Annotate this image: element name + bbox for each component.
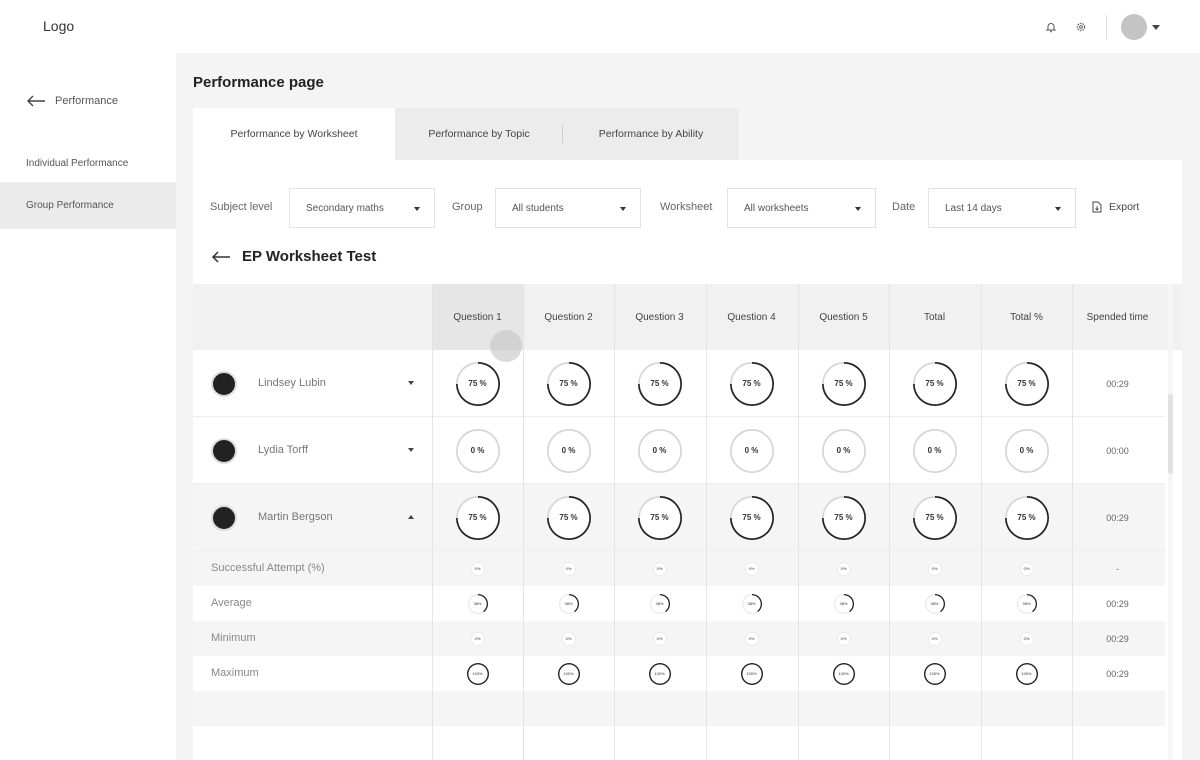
date-label: Date — [892, 201, 916, 213]
summary-cell — [614, 621, 705, 656]
time-cell — [1072, 484, 1163, 551]
mini-progress-ring — [471, 562, 485, 576]
mini-progress-ring — [834, 594, 854, 614]
progress-ring — [822, 496, 866, 540]
mini-progress-ring — [562, 632, 576, 646]
tab-performance-by-topic[interactable] — [395, 108, 563, 160]
sidebar-item-individual-performance[interactable] — [0, 140, 176, 187]
empty-row — [193, 691, 1165, 726]
summary-mark: 38% — [930, 601, 939, 606]
summary-mark: 0% — [840, 566, 847, 571]
column-header[interactable]: Total — [923, 311, 946, 323]
progress-ring — [730, 362, 774, 406]
date-select[interactable] — [928, 188, 1076, 228]
table-header — [193, 284, 1182, 350]
summary-cell — [889, 621, 980, 656]
score-value: 0 % — [927, 446, 942, 455]
performance-panel — [193, 160, 1182, 760]
mini-progress-ring — [745, 562, 759, 576]
summary-time: 00:29 — [1106, 668, 1129, 679]
top-icons — [1036, 12, 1160, 42]
export-button[interactable] — [1092, 201, 1139, 213]
progress-ring — [1005, 362, 1049, 406]
chevron-down-icon[interactable] — [408, 448, 414, 452]
score-value: 0 % — [652, 446, 667, 455]
mini-progress-ring — [558, 663, 580, 685]
summary-cell — [706, 586, 797, 621]
worksheet-title — [211, 248, 376, 265]
column-header[interactable]: Question 2 — [544, 311, 593, 323]
mini-progress-ring — [833, 663, 855, 685]
mini-progress-ring — [653, 562, 667, 576]
scrollbar-thumb[interactable] — [1168, 394, 1173, 474]
score-cell — [614, 417, 705, 484]
worksheet-title-text: EP Worksheet Test — [242, 248, 377, 265]
summary-cell — [432, 551, 523, 586]
score-value: 75 % — [834, 379, 853, 388]
score-cell — [798, 417, 889, 484]
select-value: Secondary maths — [306, 202, 384, 214]
summary-row — [193, 621, 1165, 656]
progress-ring — [547, 496, 591, 540]
summary-cell — [798, 551, 889, 586]
summary-mark: 100% — [472, 671, 483, 676]
summary-cell — [523, 551, 614, 586]
tab-performance-by-worksheet[interactable] — [193, 108, 395, 160]
column-divider — [798, 284, 799, 760]
progress-ring — [547, 429, 591, 473]
summary-mark: 38% — [655, 601, 664, 606]
worksheet-select[interactable] — [727, 188, 876, 228]
worksheet-label: Worksheet — [660, 201, 713, 213]
mini-progress-ring — [468, 594, 488, 614]
score-value: 0 % — [1019, 446, 1034, 455]
score-value: 75 % — [650, 379, 669, 388]
score-cell — [798, 350, 889, 417]
score-value: 75 % — [468, 379, 487, 388]
student-avatar — [211, 371, 237, 397]
score-value: 75 % — [742, 379, 761, 388]
summary-mark: 0% — [656, 566, 663, 571]
summary-mark: 0% — [565, 636, 572, 641]
summary-time-cell — [1072, 586, 1163, 621]
table-row[interactable] — [193, 417, 1165, 484]
student-name: Lindsey Lubin — [258, 377, 326, 389]
chevron-up-icon[interactable] — [408, 515, 414, 519]
column-header[interactable]: Question 5 — [819, 311, 868, 323]
summary-time-cell — [1072, 621, 1163, 656]
summary-time-cell — [1072, 551, 1163, 586]
chevron-down-icon[interactable] — [408, 381, 414, 385]
back-link[interactable] — [26, 95, 118, 107]
pointer-highlight — [490, 330, 522, 362]
summary-cell — [798, 621, 889, 656]
chevron-down-icon — [620, 207, 626, 211]
mini-progress-ring — [924, 663, 946, 685]
summary-cell — [614, 586, 705, 621]
summary-time: - — [1116, 563, 1119, 574]
summary-label: Successful Attempt (%) — [211, 562, 325, 574]
mini-progress-ring — [1017, 594, 1037, 614]
summary-mark: 38% — [747, 601, 756, 606]
summary-mark: 100% — [929, 671, 940, 676]
tabs — [193, 108, 739, 160]
summary-mark: 0% — [565, 566, 572, 571]
score-value: 75 % — [1017, 513, 1036, 522]
score-value: 0 % — [744, 446, 759, 455]
summary-cell — [798, 586, 889, 621]
progress-ring — [638, 362, 682, 406]
tab-label: Performance by Topic — [428, 128, 530, 140]
column-divider — [523, 284, 524, 760]
score-cell — [523, 417, 614, 484]
sidebar-item-group-performance[interactable] — [0, 182, 176, 229]
score-value: 75 % — [1017, 379, 1036, 388]
student-avatar — [211, 438, 237, 464]
score-value: 0 % — [836, 446, 851, 455]
summary-mark: 0% — [474, 636, 481, 641]
summary-mark: 0% — [656, 636, 663, 641]
summary-mark: 100% — [746, 671, 757, 676]
back-label: Performance — [55, 95, 118, 107]
select-value: All students — [512, 202, 564, 214]
mini-progress-ring — [1020, 632, 1034, 646]
column-header[interactable]: Question 1 — [432, 284, 523, 350]
mini-progress-ring — [1016, 663, 1038, 685]
summary-time: 00:29 — [1106, 633, 1129, 644]
summary-time-cell — [1072, 656, 1163, 691]
score-cell — [889, 417, 980, 484]
progress-ring — [730, 429, 774, 473]
score-value: 75 % — [468, 513, 487, 522]
summary-mark: 0% — [931, 566, 938, 571]
summary-mark: 100% — [1021, 671, 1032, 676]
summary-cell — [706, 621, 797, 656]
score-value: 0 % — [470, 446, 485, 455]
logo[interactable]: Logo — [43, 18, 75, 34]
summary-cell — [432, 621, 523, 656]
chevron-down-icon[interactable] — [1152, 25, 1160, 30]
progress-ring — [1005, 496, 1049, 540]
summary-mark: 38% — [839, 601, 848, 606]
summary-cell — [523, 586, 614, 621]
summary-row — [193, 551, 1165, 586]
summary-mark: 0% — [748, 636, 755, 641]
tab-performance-by-ability[interactable] — [563, 108, 739, 160]
summary-row — [193, 656, 1165, 691]
tab-label: Performance by Ability — [598, 128, 704, 140]
mini-progress-ring — [467, 663, 489, 685]
progress-ring — [913, 362, 957, 406]
column-divider — [1072, 284, 1073, 760]
summary-cell — [981, 586, 1072, 621]
score-cell — [432, 417, 523, 484]
select-value: All worksheets — [744, 202, 809, 214]
score-value: 75 % — [650, 513, 669, 522]
progress-ring — [913, 429, 957, 473]
mini-progress-ring — [925, 594, 945, 614]
time-value: 00:29 — [1106, 378, 1129, 389]
summary-cell — [523, 621, 614, 656]
score-cell — [614, 350, 705, 417]
summary-cell — [706, 551, 797, 586]
table-row[interactable] — [193, 350, 1165, 417]
score-value: 75 % — [742, 513, 761, 522]
top-bar — [0, 0, 1200, 53]
summary-mark: 0% — [840, 636, 847, 641]
summary-cell — [706, 656, 797, 691]
mini-progress-ring — [928, 562, 942, 576]
score-value: 0 % — [561, 446, 576, 455]
summary-mark: 100% — [654, 671, 665, 676]
score-cell — [981, 484, 1072, 551]
arrow-left-icon — [26, 95, 46, 107]
column-header[interactable]: Question 3 — [635, 311, 684, 323]
score-value: 75 % — [925, 379, 944, 388]
summary-mark: 0% — [748, 566, 755, 571]
summary-cell — [432, 586, 523, 621]
summary-mark: 0% — [1023, 566, 1030, 571]
mini-progress-ring — [559, 594, 579, 614]
mini-progress-ring — [471, 632, 485, 646]
select-value: Last 14 days — [945, 202, 1002, 214]
sidebar-item-label: Individual Performance — [26, 158, 129, 169]
summary-row — [193, 586, 1165, 621]
score-value: 75 % — [925, 513, 944, 522]
summary-cell — [981, 551, 1072, 586]
summary-cell — [432, 656, 523, 691]
score-cell — [523, 484, 614, 551]
page-title: Performance page — [193, 74, 324, 91]
chevron-down-icon — [1055, 207, 1061, 211]
score-cell — [889, 350, 980, 417]
progress-ring — [822, 429, 866, 473]
progress-ring — [456, 496, 500, 540]
mini-progress-ring — [649, 663, 671, 685]
group-select[interactable] — [495, 188, 641, 228]
summary-label: Average — [211, 597, 252, 609]
time-cell — [1072, 417, 1163, 484]
progress-ring — [547, 362, 591, 406]
mini-progress-ring — [1020, 562, 1034, 576]
time-value: 00:29 — [1106, 512, 1129, 523]
mini-progress-ring — [562, 562, 576, 576]
score-value: 75 % — [559, 379, 578, 388]
column-header[interactable]: Question 4 — [727, 311, 776, 323]
score-cell — [523, 350, 614, 417]
summary-cell — [798, 656, 889, 691]
column-divider — [432, 284, 433, 760]
time-cell — [1072, 350, 1163, 417]
subject-level-select[interactable] — [289, 188, 435, 228]
score-cell — [614, 484, 705, 551]
column-divider — [889, 284, 890, 760]
student-name: Lydia Torff — [258, 444, 308, 456]
mini-progress-ring — [837, 632, 851, 646]
score-cell — [432, 484, 523, 551]
score-cell — [706, 350, 797, 417]
summary-cell — [614, 551, 705, 586]
summary-cell — [981, 621, 1072, 656]
mini-progress-ring — [928, 632, 942, 646]
summary-mark: 38% — [473, 601, 482, 606]
table-row[interactable] — [193, 484, 1165, 551]
summary-cell — [889, 656, 980, 691]
mini-progress-ring — [837, 562, 851, 576]
column-header[interactable]: Spended time — [1086, 311, 1149, 323]
summary-mark: 38% — [564, 601, 573, 606]
progress-ring — [913, 496, 957, 540]
student-name: Martin Bergson — [258, 511, 333, 523]
summary-mark: 100% — [563, 671, 574, 676]
summary-cell — [889, 586, 980, 621]
score-cell — [981, 350, 1072, 417]
gear-icon[interactable] — [1066, 21, 1096, 33]
sidebar — [0, 53, 176, 760]
tab-label: Performance by Worksheet — [230, 128, 358, 140]
score-value: 75 % — [559, 513, 578, 522]
user-avatar[interactable] — [1121, 14, 1147, 40]
time-value: 00:00 — [1106, 445, 1129, 456]
summary-mark: 100% — [838, 671, 849, 676]
summary-label: Minimum — [211, 632, 256, 644]
progress-ring — [456, 362, 500, 406]
bell-icon[interactable] — [1036, 21, 1066, 33]
chevron-down-icon — [855, 207, 861, 211]
summary-cell — [614, 656, 705, 691]
progress-ring — [1005, 429, 1049, 473]
mini-progress-ring — [650, 594, 670, 614]
column-divider — [706, 284, 707, 760]
vertical-scrollbar[interactable] — [1168, 284, 1173, 760]
group-label: Group — [452, 201, 483, 213]
mini-progress-ring — [745, 632, 759, 646]
mini-progress-ring — [653, 632, 667, 646]
column-header[interactable]: Total % — [1010, 311, 1043, 323]
summary-cell — [523, 656, 614, 691]
progress-ring — [730, 496, 774, 540]
summary-mark: 38% — [1022, 601, 1031, 606]
score-value: 75 % — [834, 513, 853, 522]
summary-mark: 0% — [931, 636, 938, 641]
column-divider — [981, 284, 982, 760]
summary-cell — [981, 656, 1072, 691]
score-cell — [706, 484, 797, 551]
score-cell — [798, 484, 889, 551]
sidebar-item-label: Group Performance — [26, 200, 114, 211]
summary-time: 00:29 — [1106, 598, 1129, 609]
progress-ring — [822, 362, 866, 406]
divider — [1106, 15, 1107, 39]
summary-label: Maximum — [211, 667, 259, 679]
filter-bar — [193, 188, 1182, 228]
export-icon — [1092, 201, 1102, 213]
summary-mark: 0% — [1023, 636, 1030, 641]
student-avatar — [211, 505, 237, 531]
score-cell — [981, 417, 1072, 484]
export-label: Export — [1109, 201, 1140, 213]
progress-ring — [638, 429, 682, 473]
subject-level-label: Subject level — [210, 201, 273, 213]
arrow-left-icon[interactable] — [211, 251, 231, 263]
mini-progress-ring — [741, 663, 763, 685]
mini-progress-ring — [742, 594, 762, 614]
progress-ring — [456, 429, 500, 473]
column-divider — [614, 284, 615, 760]
score-cell — [889, 484, 980, 551]
summary-mark: 0% — [474, 566, 481, 571]
score-cell — [706, 417, 797, 484]
progress-ring — [638, 496, 682, 540]
chevron-down-icon — [414, 207, 420, 211]
summary-cell — [889, 551, 980, 586]
